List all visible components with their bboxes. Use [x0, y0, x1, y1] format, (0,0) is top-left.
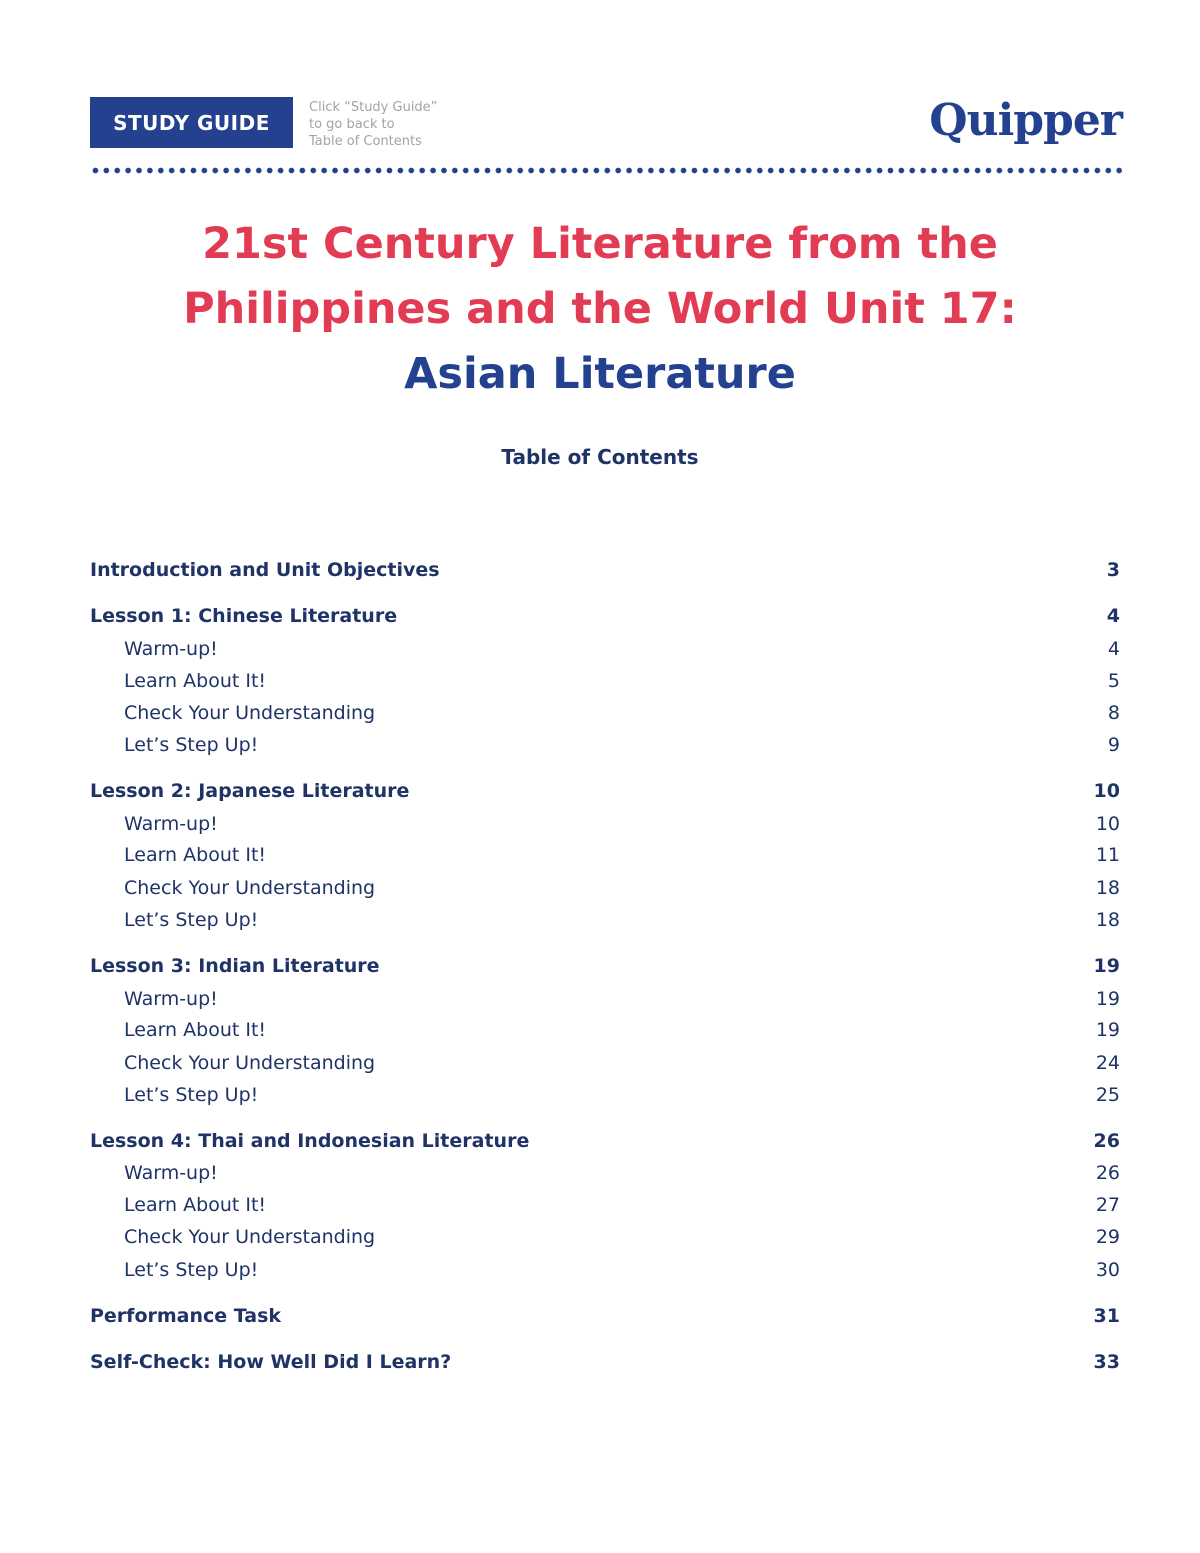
toc-entry-title: Let’s Step Up! — [124, 909, 259, 931]
toc-entry-page: 4 — [1107, 638, 1120, 660]
toc-entry-page: 9 — [1107, 734, 1120, 756]
toc-entry-title: Lesson 3: Indian Literature — [90, 955, 380, 977]
toc-entry-lets-step-up[interactable] — [90, 905, 1120, 935]
toc-entry-lesson-2[interactable] — [90, 776, 1120, 806]
toc-entry-introduction[interactable] — [90, 555, 1120, 585]
toc-entry-learn-about-it[interactable] — [90, 840, 1120, 870]
toc-entry-page: 11 — [1095, 844, 1120, 866]
toc-entry-title: Performance Task — [90, 1305, 282, 1327]
toc-entry-learn-about-it[interactable] — [90, 1190, 1120, 1220]
toc-entry-self-check[interactable] — [90, 1347, 1120, 1377]
toc-entry-learn-about-it[interactable] — [90, 666, 1120, 696]
toc-entry-title: Warm-up! — [124, 988, 218, 1010]
toc-entry-title: Let’s Step Up! — [124, 1084, 259, 1106]
toc-entry-page: 10 — [1095, 813, 1120, 835]
toc-entry-page: 19 — [1095, 988, 1120, 1010]
toc-entry-page: 10 — [1093, 780, 1120, 802]
toc-entry-page: 24 — [1095, 1052, 1120, 1074]
toc-entry-page: 31 — [1093, 1305, 1120, 1327]
toc-entry-warm-up[interactable] — [90, 634, 1120, 664]
toc-entry-check-your-understanding[interactable] — [90, 873, 1120, 903]
quipper-logo: Quipper — [929, 95, 1122, 146]
toc-entry-check-your-understanding[interactable] — [90, 698, 1120, 728]
toc-entry-page: 8 — [1107, 702, 1120, 724]
toc-entry-title: Learn About It! — [124, 1019, 267, 1041]
toc-entry-title: Let’s Step Up! — [124, 734, 259, 756]
toc-entry-learn-about-it[interactable] — [90, 1015, 1120, 1045]
toc-entry-lets-step-up[interactable] — [90, 1080, 1120, 1110]
dotted-divider — [90, 167, 1122, 174]
toc-entry-lets-step-up[interactable] — [90, 1255, 1120, 1285]
study-guide-button[interactable]: STUDY GUIDE — [90, 97, 293, 148]
toc-entry-title: Warm-up! — [124, 1162, 218, 1184]
toc-entry-title: Self-Check: How Well Did I Learn? — [90, 1351, 452, 1373]
toc-entry-title: Learn About It! — [124, 844, 267, 866]
toc-entry-page: 27 — [1095, 1194, 1120, 1216]
title-line-1: 21st Century Literature from the — [202, 219, 998, 269]
toc-entry-title: Warm-up! — [124, 638, 218, 660]
toc-entry-page: 25 — [1095, 1084, 1120, 1106]
toc-entry-page: 30 — [1095, 1259, 1120, 1281]
toc-entry-title: Check Your Understanding — [124, 1226, 376, 1248]
toc-entry-title: Learn About It! — [124, 670, 267, 692]
toc-entry-page: 18 — [1095, 909, 1120, 931]
toc-entry-page: 26 — [1093, 1130, 1120, 1152]
toc-entry-title: Lesson 2: Japanese Literature — [90, 780, 410, 802]
toc-entry-page: 18 — [1095, 877, 1120, 899]
toc-entry-page: 3 — [1106, 559, 1120, 581]
toc-entry-lesson-4[interactable] — [90, 1126, 1120, 1156]
toc-entry-title: Check Your Understanding — [124, 1052, 376, 1074]
document-title — [60, 212, 1140, 407]
hint-line: Click “Study Guide” — [309, 100, 438, 115]
hint-line: to go back to — [309, 117, 395, 132]
title-line-3: Asian Literature — [404, 349, 796, 399]
toc-entry-page: 5 — [1107, 670, 1120, 692]
study-guide-hint — [309, 99, 469, 150]
toc-entry-page: 26 — [1095, 1162, 1120, 1184]
toc-entry-check-your-understanding[interactable] — [90, 1048, 1120, 1078]
toc-entry-check-your-understanding[interactable] — [90, 1222, 1120, 1252]
toc-entry-lesson-1[interactable] — [90, 601, 1120, 631]
toc-entry-title: Check Your Understanding — [124, 877, 376, 899]
title-line-2: Philippines and the World Unit 17: — [183, 284, 1017, 334]
toc-entry-page: 29 — [1095, 1226, 1120, 1248]
toc-entry-page: 4 — [1106, 605, 1120, 627]
toc-entry-warm-up[interactable] — [90, 984, 1120, 1014]
toc-entry-page: 19 — [1095, 1019, 1120, 1041]
toc-heading: Table of Contents — [501, 445, 699, 469]
toc-entry-warm-up[interactable] — [90, 1158, 1120, 1188]
toc-entry-title: Lesson 4: Thai and Indonesian Literature — [90, 1130, 530, 1152]
toc-entry-title: Let’s Step Up! — [124, 1259, 259, 1281]
toc-entry-title: Learn About It! — [124, 1194, 267, 1216]
toc-entry-lesson-3[interactable] — [90, 951, 1120, 981]
toc-entry-page: 19 — [1093, 955, 1120, 977]
toc-entry-title: Introduction and Unit Objectives — [90, 559, 440, 581]
page-header — [90, 97, 1122, 149]
toc-entry-title: Lesson 1: Chinese Literature — [90, 605, 398, 627]
toc-entry-performance-task[interactable] — [90, 1301, 1120, 1331]
toc-entry-title: Warm-up! — [124, 813, 218, 835]
toc-entry-page: 33 — [1093, 1351, 1120, 1373]
hint-line: Table of Contents — [309, 134, 422, 149]
toc-entry-warm-up[interactable] — [90, 809, 1120, 839]
toc-entry-title: Check Your Understanding — [124, 702, 376, 724]
toc-entry-lets-step-up[interactable] — [90, 730, 1120, 760]
